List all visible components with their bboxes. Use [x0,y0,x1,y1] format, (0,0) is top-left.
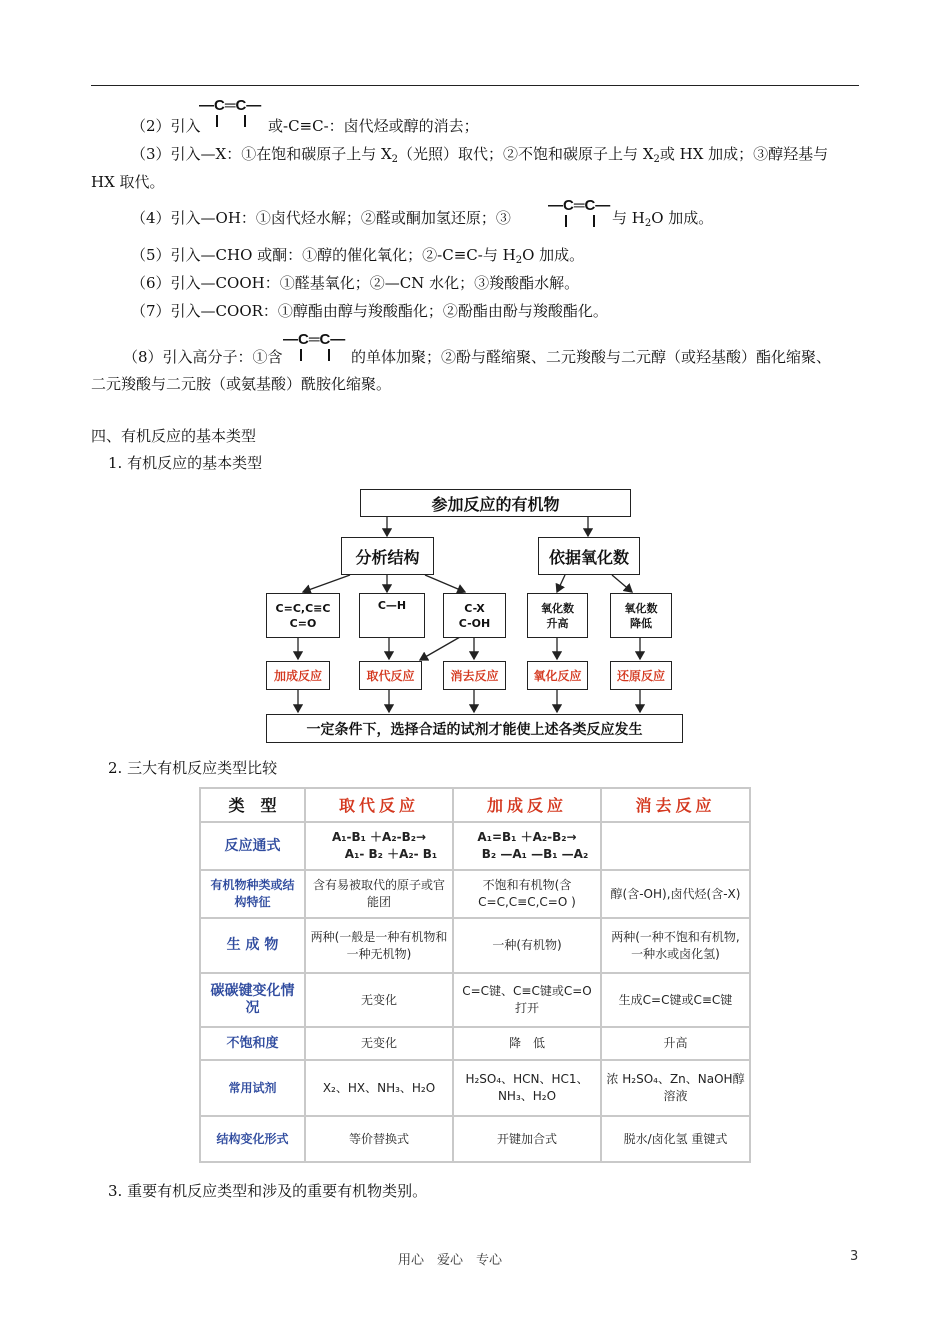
table-cell: C=C键、C≡C键或C=O打开 [453,973,601,1027]
table-cell: 不饱和有机物(含C=C,C≡C,C=O ) [453,870,601,918]
table-row [200,918,750,973]
table-header-row [200,788,750,822]
subsection-1-heading: 1. 有机反应的基本类型 [108,454,263,472]
table-cell: 等价替换式 [305,1116,453,1162]
row-label: 生 成 物 [200,918,305,973]
flow-node-ch-bond: C—H [359,593,425,638]
paragraph-8-line2: 二元羧酸与二元胺（或氨基酸）酰胺化缩聚。 [91,375,392,393]
table-cell: 生成C=C键或C≡C键 [601,973,750,1027]
flow-result-oxidation: 氧化反应 [527,661,588,690]
table-row [200,822,750,870]
table-cell: 升高 [601,1027,750,1060]
table-cell: 浓 H₂SO₄、Zn、NaOH醇溶液 [601,1060,750,1116]
table-cell: 无变化 [305,1027,453,1060]
table-row [200,1027,750,1060]
svg-text:—C═C—: —C═C— [548,197,611,214]
section-4-heading: 四、有机反应的基本类型 [91,427,257,445]
flow-node-conditions: 一定条件下，选择合适的试剂才能使上述各类反应发生 [266,714,683,743]
row-label: 碳碳键变化情况 [200,973,305,1027]
flow-node-oxidation-number: 依据氧化数 [538,537,640,575]
paragraph-8: （8）引入高分子：①含 [123,348,283,366]
table-row [200,870,750,918]
table-cell: 含有易被取代的原子或官能团 [305,870,453,918]
flow-node-oxidation-down: 氧化数 降低 [610,593,672,638]
flow-node-cx-coh: C-X C-OH [443,593,506,638]
table-cell: 两种(一种不饱和有机物,一种水或卤化氢) [601,918,750,973]
paragraph-6: （6）引入—COOH：①醛基氧化；②—CN 水化；③羧酸酯水解。 [131,274,580,292]
table-header-substitution: 取代反应 [305,788,453,822]
paragraph-2: （2）引入 [131,117,201,135]
table-cell: H₂SO₄、HCN、HC1、NH₃、H₂O [453,1060,601,1116]
table-row [200,1116,750,1162]
footer-motto: 用心 爱心 专心 [398,1253,503,1268]
paragraph-4-tail: 与 $H_2O$ 加成。 [612,209,714,229]
subsection-3-heading: 3. 重要有机反应类型和涉及的重要有机物类别。 [108,1182,428,1200]
subsection-2-heading: 2. 三大有机反应类型比较 [108,759,278,777]
flow-result-elimination: 消去反应 [443,661,506,690]
table-cell: 一种(有机物) [453,918,601,973]
paragraph-4: （4）引入—OH：①卤代烃水解；②醛或酮加氢还原；③ [131,209,511,227]
paragraph-3-line2: HX 取代。 [91,173,165,191]
equation-addition: A₁=B₁ ＋A₂-B₂→ B₂ —A₁ —B₁ —A₂ [453,822,601,870]
svg-text:—C═C—: —C═C— [283,331,346,348]
flow-node-oxidation-up: 氧化数 升高 [527,593,588,638]
row-label: 常用试剂 [200,1060,305,1116]
paragraph-5: （5）引入—CHO 或酮：①醇的催化氧化；②-C≡C-与 $H_2O$ 加成。 [131,246,585,266]
structure-text: —C═C— [199,97,262,114]
flow-result-addition: 加成反应 [266,661,330,690]
table-row [200,1060,750,1116]
row-label: 不饱和度 [200,1027,305,1060]
page-number: 3 [850,1249,859,1264]
table-cell: 降 低 [453,1027,601,1060]
row-label: 结构变化形式 [200,1116,305,1162]
table-cell: 开键加合式 [453,1116,601,1162]
paragraph-7: （7）引入—COOR：①醇酯由醇与羧酸酯化；②酚酯由酚与羧酸酯化。 [131,302,608,320]
table-header-elimination: 消去反应 [601,788,750,822]
paragraph-8-tail: 的单体加聚；②酚与醛缩聚、二元羧酸与二元醇（或羟基酸）酯化缩聚、 [351,348,832,366]
table-cell: 脱水/卤化氢 重键式 [601,1116,750,1162]
flow-node-structure: 分析结构 [341,537,434,575]
paragraph-2-tail: 或-C≡C-：卤代烃或醇的消去； [268,117,479,135]
paragraph-3: （3）引入—X：①在饱和碳原子上与 $X_2$（光照）取代；②不饱和碳原子上与 $X_2$或 HX 加成；③醇羟基与 [131,145,829,165]
equation-elimination-empty [601,822,750,870]
table-header-addition: 加成反应 [453,788,601,822]
row-label: 反应通式 [200,822,305,870]
equation-substitution: A₁-B₁ ＋A₂-B₂→ A₁- B₂ ＋A₂- B₁ [305,822,453,870]
reaction-comparison-table [199,787,751,1163]
table-cell: 无变化 [305,973,453,1027]
table-header-type: 类 型 [200,788,305,822]
table-cell: 醇(含-OH),卤代烃(含-X) [601,870,750,918]
flow-result-reduction: 还原反应 [610,661,672,690]
flow-node-unsaturated-bonds: C=C,C≡C C=O [266,593,340,638]
table-cell: X₂、HX、NH₃、H₂O [305,1060,453,1116]
row-label: 有机物种类或结构特征 [200,870,305,918]
flow-result-substitution: 取代反应 [359,661,422,690]
table-row [200,973,750,1027]
table-cell: 两种(一般是一种有机物和一种无机物) [305,918,453,973]
flow-node-reactants: 参加反应的有机物 [360,489,631,517]
